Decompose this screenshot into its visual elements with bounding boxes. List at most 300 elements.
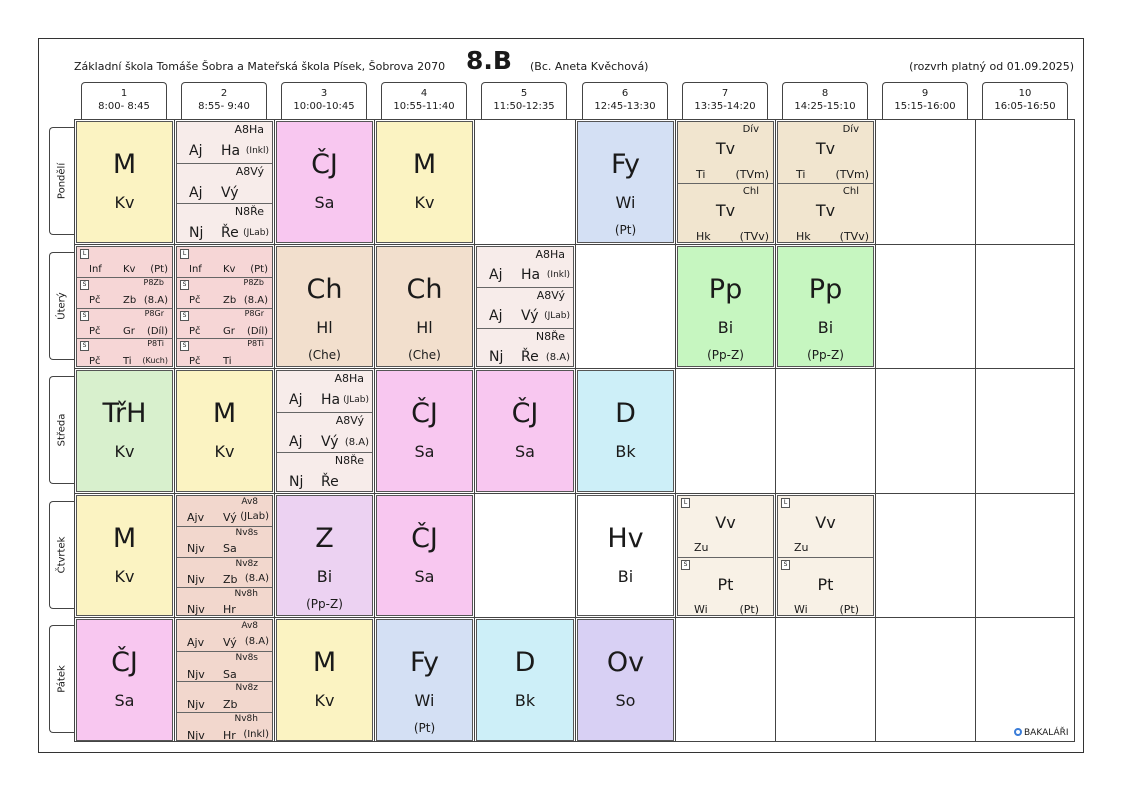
lesson-room: (Pp-Z) [707,348,744,362]
lesson-teacher: Ha [221,143,241,159]
column-divider [174,119,175,742]
lesson-room: (Pp-Z) [807,348,844,362]
lesson-teacher: Zb [223,295,237,306]
lesson-room: (8.A) [244,573,269,584]
lesson-teacher: Sa [414,442,435,461]
lesson-subject: M [412,149,437,180]
day-header [49,252,74,360]
period-header [81,82,167,119]
group-mark: L [681,498,690,508]
lesson-room: (JLab) [240,511,269,522]
lesson-subject: Inf [189,264,202,275]
lesson-cell [176,495,273,616]
period-time: 14:25-15:10 [794,101,856,112]
lesson-group [277,412,372,453]
lesson-subject: Vv [815,513,836,532]
lesson-group [77,277,172,307]
lesson-teacher: Ti [696,168,706,181]
lesson-cell [176,121,273,243]
lesson-group [177,277,272,307]
period-time: 12:45-13:30 [594,101,656,112]
lesson-subject: Pt [717,575,734,594]
lesson-teacher: Kv [114,193,135,212]
lesson-teacher: Wi [414,691,435,710]
lesson-group [77,247,172,277]
group-name: Nv8z [235,683,258,693]
lesson-subject: TřH [102,398,147,429]
bakalari-logo-icon [1014,728,1022,736]
lesson-room: (Inkl) [243,729,269,740]
group-name: Av8 [241,497,258,507]
lesson-subject: Ch [306,274,343,305]
lesson-subject: Aj [189,143,203,159]
period-number: 10 [1018,88,1032,99]
lesson-group [277,452,372,492]
lesson-cell [376,121,473,243]
column-divider [575,119,576,742]
period-time: 11:50-12:35 [493,101,555,112]
lesson-room: (Díl) [146,326,168,337]
lesson-group [177,526,272,556]
lesson-subject: Fy [409,647,440,678]
group-mark: L [781,498,790,508]
lesson-teacher: Vý [223,636,237,649]
lesson-teacher: Vý [223,511,237,524]
lesson-group [678,122,773,183]
period-header [381,82,467,119]
period-time: 13:35-14:20 [694,101,756,112]
lesson-cell [76,619,173,741]
school-name: Základní škola Tomáše Šobra a Mateřská škola Písek, Šobrova 2070 [74,60,446,73]
lesson-subject: Pp [808,274,843,305]
lesson-teacher: Ti [123,356,132,367]
column-divider [274,119,275,742]
logo-text: BAKALÁŘI [1024,728,1069,738]
lesson-cell [176,619,273,741]
lesson-teacher: Ře [221,225,239,241]
lesson-teacher: Wi [794,603,808,616]
lesson-room: (Pt) [739,603,759,616]
lesson-group [177,620,272,651]
lesson-teacher: Kv [123,264,136,275]
lesson-cell [577,495,674,616]
lesson-teacher: Ře [521,349,539,365]
lesson-teacher: Bi [617,567,634,586]
lesson-subject: M [112,523,137,554]
lesson-cell [677,121,774,243]
lesson-teacher: Sa [414,567,435,586]
group-name: Chl [842,186,859,197]
period-number: 1 [120,88,128,99]
lesson-teacher: Vý [321,434,339,450]
lesson-subject: D [615,398,636,429]
lesson-teacher: Ti [223,356,232,367]
lesson-cell [76,495,173,616]
lesson-group [77,338,172,367]
lesson-subject: Aj [289,392,303,408]
lesson-teacher: Hr [223,729,236,741]
lesson-cell [276,121,373,243]
period-header [882,82,968,119]
lesson-subject: Ajv [187,636,205,649]
lesson-subject: Aj [289,434,303,450]
lesson-room: (Pt) [839,603,859,616]
lesson-group [778,122,873,183]
lesson-cell [476,370,574,492]
lesson-cell [276,246,373,367]
lesson-group [678,496,773,557]
period-time: 8:55- 9:40 [198,101,250,112]
lesson-teacher: Sa [223,542,237,555]
lesson-room: (Che) [308,348,341,362]
lesson-cell [376,495,473,616]
lesson-teacher: Vý [521,308,539,324]
group-name: Nv8s [235,653,258,663]
lesson-subject: D [514,647,536,678]
lesson-subject: M [112,149,137,180]
lesson-cell [376,619,473,741]
lesson-room: (JLab) [343,395,369,405]
group-name: A8Ha [234,123,264,136]
lesson-cell [777,246,874,367]
lesson-subject: Tv [815,139,836,158]
lesson-teacher: Zu [694,541,709,554]
lesson-cell [577,370,674,492]
lesson-cell [76,246,173,367]
day-header [49,127,74,235]
period-header [281,82,367,119]
lesson-teacher: Hk [696,230,711,243]
lesson-room: (JLab) [243,228,269,238]
lesson-cell [577,619,674,741]
period-header [181,82,267,119]
lesson-subject: Hv [607,523,644,554]
lesson-teacher: Hl [316,318,333,337]
lesson-subject: ČJ [111,647,138,678]
group-mark: S [180,280,189,290]
lesson-group [177,712,272,741]
lesson-subject: Nj [189,225,204,241]
lesson-subject: M [312,647,337,678]
group-name: Nv8h [234,589,258,599]
lesson-group [177,122,272,163]
period-header [782,82,868,119]
lesson-cell [276,370,373,492]
group-name: P8Zb [143,278,164,287]
period-time: 15:15-16:00 [894,101,956,112]
lesson-subject: Njv [187,668,205,681]
group-name: N8Ře [334,454,364,467]
lesson-teacher: Ti [796,168,806,181]
lesson-subject: Pč [89,326,101,337]
lesson-group [778,496,873,557]
group-mark: S [80,341,89,351]
column-divider [474,119,475,742]
lesson-teacher: Zb [123,295,137,306]
lesson-group [177,163,272,204]
period-number: 2 [220,88,228,99]
lesson-cell [777,495,874,616]
group-name: Dív [842,124,859,135]
lesson-teacher: Sa [223,668,237,681]
lesson-group [177,557,272,587]
lesson-teacher: Ha [521,267,541,283]
group-name: Nv8h [234,714,258,724]
period-header [481,82,567,119]
day-header [49,376,74,484]
lesson-cell [76,121,173,243]
group-mark: S [681,560,690,570]
lesson-teacher: Ře [321,474,339,490]
lesson-subject: ČJ [311,149,338,180]
lesson-subject: Pč [89,356,101,367]
lesson-teacher: Bk [615,442,636,461]
period-time: 10:55-11:40 [393,101,455,112]
lesson-teacher: Kv [414,193,435,212]
period-header [582,82,668,119]
lesson-subject: Njv [187,603,205,616]
lesson-teacher: Sa [114,691,135,710]
lesson-teacher: Bk [514,691,536,710]
lesson-subject: Aj [189,185,203,201]
group-mark: S [180,341,189,351]
lesson-cell [376,246,473,367]
lesson-group [177,587,272,616]
class-name: 8.B [466,46,512,75]
lesson-group [477,328,573,367]
lesson-teacher: Ha [321,392,341,408]
lesson-teacher: Vý [221,185,239,201]
lesson-subject: Tv [715,201,736,220]
lesson-teacher: Sa [515,442,535,461]
lesson-subject: Njv [187,573,205,586]
lesson-room: (8.A) [545,352,570,363]
group-name: Dív [742,124,759,135]
lesson-subject: Njv [187,542,205,555]
lesson-teacher: Hr [223,603,236,616]
group-name: P8Ti [247,339,264,348]
lesson-subject: Pt [817,575,834,594]
lesson-room: (TVm) [735,168,769,181]
lesson-group [77,308,172,338]
lesson-group [177,338,272,367]
bakalari-logo [1014,728,1069,738]
period-time: 10:00-10:45 [293,101,355,112]
lesson-room: (Pt) [150,264,168,275]
group-name: A8Vý [235,165,264,178]
period-number: 3 [320,88,328,99]
lesson-teacher: Gr [123,326,135,337]
lesson-teacher: Kv [114,567,135,586]
day-name: Pátek [56,665,68,693]
lesson-subject: Njv [187,698,205,711]
lesson-subject: ČJ [411,398,438,429]
period-time: 16:05-16:50 [994,101,1056,112]
lesson-room: (8.A) [243,295,268,306]
lesson-teacher: So [615,691,636,710]
period-number: 8 [821,88,829,99]
group-name: Chl [742,186,759,197]
period-number: 7 [721,88,729,99]
lesson-teacher: Kv [214,442,235,461]
lesson-subject: ČJ [511,398,539,429]
group-mark: S [80,311,89,321]
lesson-teacher: Zb [223,573,238,586]
lesson-room: (8.A) [244,636,269,647]
lesson-subject: Nj [289,474,304,490]
lesson-teacher: Gr [223,326,235,337]
group-name: P8Zb [243,278,264,287]
lesson-cell [476,246,574,367]
lesson-teacher: Zb [223,698,238,711]
lesson-subject: Ch [406,274,443,305]
lesson-cell [276,619,373,741]
group-name: P8Gr [144,309,164,318]
lesson-room: (TVm) [835,168,869,181]
group-name: Av8 [241,621,258,631]
period-number: 9 [921,88,929,99]
lesson-room: (Díl) [246,326,268,337]
lesson-group [177,308,272,338]
valid-from: (rozvrh platný od 01.09.2025) [909,60,1074,73]
lesson-subject: Pč [189,295,201,306]
lesson-subject: Njv [187,729,205,741]
lesson-group [477,287,573,327]
lesson-room: (TVv) [839,230,869,243]
lesson-teacher: Kv [314,691,335,710]
lesson-teacher: Sa [314,193,335,212]
lesson-teacher: Wi [615,193,636,212]
lesson-subject: Ov [606,647,645,678]
column-divider [975,119,976,742]
lesson-subject: Ajv [187,511,205,524]
group-mark: L [80,249,89,259]
lesson-subject: Aj [489,267,503,283]
lesson-room: (8.A) [143,295,168,306]
lesson-teacher: Bi [717,318,734,337]
group-mark: S [180,311,189,321]
group-name: P8Gr [244,309,264,318]
lesson-cell [777,121,874,243]
group-name: A8Vý [536,289,565,302]
group-mark: L [180,249,189,259]
lesson-group [177,203,272,243]
lesson-cell [376,370,473,492]
lesson-room: (TVv) [739,230,769,243]
lesson-cell [476,619,574,741]
period-header [682,82,768,119]
lesson-room: (Pt) [614,223,637,237]
lesson-room: (Che) [408,348,441,362]
period-time: 8:00- 8:45 [98,101,150,112]
column-divider [875,119,876,742]
group-name: A8Ha [535,248,565,261]
lesson-subject: Nj [489,349,504,365]
lesson-room: (Pt) [250,264,268,275]
lesson-group [778,183,873,243]
lesson-room: (Pp-Z) [306,597,343,611]
lesson-room: (JLab) [544,311,570,321]
lesson-cell [176,246,273,367]
day-name: Úterý [56,292,68,320]
lesson-group [177,496,272,526]
lesson-group [277,371,372,412]
lesson-group [678,557,773,616]
lesson-subject: ČJ [411,523,438,554]
lesson-subject: Z [315,523,334,554]
lesson-cell [176,370,273,492]
lesson-cell [577,121,674,243]
lesson-room: (8.A) [344,437,369,448]
day-header [49,501,74,609]
column-divider [374,119,375,742]
lesson-teacher: Bi [316,567,333,586]
group-name: Nv8s [235,528,258,538]
lesson-teacher: Kv [114,442,135,461]
lesson-group [177,681,272,712]
lesson-subject: M [212,398,237,429]
group-name: N8Ře [535,330,565,343]
lesson-subject: Aj [489,308,503,324]
group-name: A8Vý [335,414,364,427]
lesson-subject: Pč [89,295,101,306]
lesson-teacher: Bi [817,318,834,337]
period-header [982,82,1068,119]
group-mark: S [80,280,89,290]
group-name: N8Ře [234,205,264,218]
lesson-group [477,247,573,287]
lesson-room: (Kuch) [142,356,168,365]
lesson-subject: Inf [89,264,102,275]
lesson-cell [76,370,173,492]
lesson-cell [276,495,373,616]
class-teacher: (Bc. Aneta Kvěchová) [530,60,649,73]
lesson-room: (Inkl) [546,270,570,280]
lesson-subject: Vv [715,513,736,532]
lesson-subject: Tv [715,139,736,158]
column-divider [775,119,776,742]
lesson-room: (Inkl) [245,146,269,156]
lesson-subject: Pp [708,274,743,305]
lesson-group [177,651,272,682]
period-number: 5 [520,88,528,99]
lesson-teacher: Hk [796,230,811,243]
lesson-teacher: Wi [694,603,708,616]
lesson-subject: Pč [189,326,201,337]
lesson-room: (Pt) [413,721,436,735]
lesson-group [778,557,873,616]
period-number: 4 [420,88,428,99]
day-name: Čtvrtek [56,536,68,574]
lesson-group [678,183,773,243]
period-number: 6 [621,88,629,99]
lesson-cell [677,495,774,616]
lesson-subject: Pč [189,356,201,367]
day-header [49,625,74,733]
group-name: Nv8z [235,559,258,569]
lesson-subject: Tv [815,201,836,220]
column-divider [675,119,676,742]
lesson-teacher: Zu [794,541,809,554]
group-mark: S [781,560,790,570]
lesson-teacher: Kv [223,264,236,275]
day-name: Pondělí [56,162,68,200]
day-name: Středa [56,413,68,447]
lesson-teacher: Hl [416,318,433,337]
lesson-subject: Fy [610,149,641,180]
lesson-cell [677,246,774,367]
lesson-group [177,247,272,277]
